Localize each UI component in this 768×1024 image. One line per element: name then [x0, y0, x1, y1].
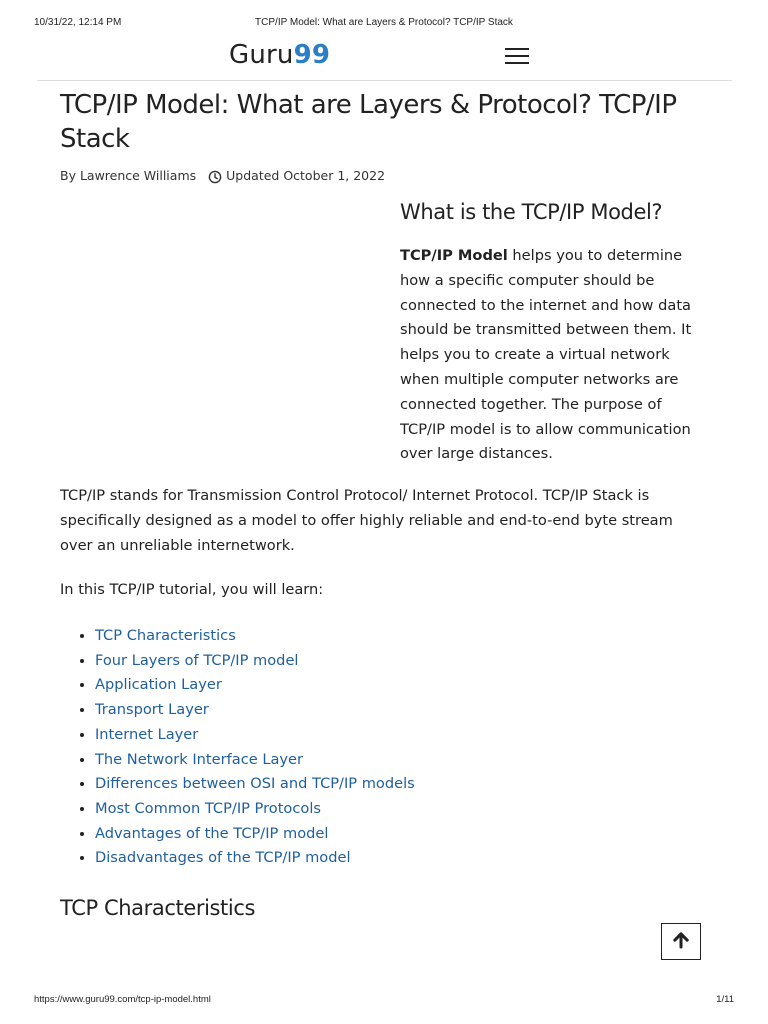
list-item: [95, 797, 415, 822]
table-of-contents: [60, 624, 415, 871]
clock-icon: [208, 170, 222, 184]
intro-text: helps you to determine how a specific computer should be connected to the internet and how data should be transmitted between them. It helps you to create a virtual network when multiple computer networks are connected together. The purpose of TCP/IP model is to allow communication over large distances.: [400, 247, 692, 463]
updated-date: Updated October 1, 2022: [226, 168, 386, 183]
print-url: https://www.guru99.com/tcp-ip-model.html: [34, 994, 211, 1005]
toc-link[interactable]: Most Common TCP/IP Protocols: [95, 799, 321, 817]
list-item: [95, 698, 415, 723]
print-doc-title: TCP/IP Model: What are Layers & Protocol? TCP/IP Stack: [255, 17, 513, 28]
toc-link[interactable]: Transport Layer: [95, 701, 209, 719]
toc-link[interactable]: Application Layer: [95, 676, 222, 694]
print-datetime: 10/31/22, 12:14 PM: [34, 17, 122, 28]
arrow-up-icon: [672, 931, 690, 953]
toc-link[interactable]: Advantages of the TCP/IP model: [95, 824, 329, 842]
list-item: [95, 846, 415, 871]
list-item: [95, 649, 415, 674]
site-header: [37, 40, 732, 81]
toc-link[interactable]: Disadvantages of the TCP/IP model: [95, 849, 351, 867]
section-heading: What is the TCP/IP Model?: [400, 200, 663, 224]
toc-link[interactable]: Internet Layer: [95, 725, 199, 743]
print-footer: [0, 994, 768, 1008]
toc-link[interactable]: The Network Interface Layer: [95, 750, 304, 768]
print-page-number: 1/11: [716, 994, 734, 1005]
list-item: [95, 673, 415, 698]
list-item: [95, 748, 415, 773]
list-item: [95, 624, 415, 649]
list-item: [95, 772, 415, 797]
list-item: [95, 822, 415, 847]
logo-text: Guru: [229, 40, 294, 70]
tcp-characteristics-heading: TCP Characteristics: [60, 896, 256, 920]
toc-link[interactable]: Four Layers of TCP/IP model: [95, 651, 299, 669]
toc-intro-paragraph: In this TCP/IP tutorial, you will learn:: [60, 581, 324, 598]
back-to-top-button[interactable]: [661, 923, 701, 960]
site-logo[interactable]: [229, 40, 330, 70]
byline: [60, 168, 385, 183]
definition-paragraph: TCP/IP stands for Transmission Control Protocol/ Internet Protocol. TCP/IP Stack is specifically designed as a model to offer highly reliable and end-to-end byte stream over an unreliable internetwork.: [60, 487, 673, 554]
intro-paragraph: [400, 244, 710, 467]
intro-bold-term: TCP/IP Model: [400, 247, 508, 264]
toc-link[interactable]: Differences between OSI and TCP/IP models: [95, 775, 415, 793]
list-item: [95, 723, 415, 748]
toc-link[interactable]: TCP Characteristics: [95, 627, 236, 644]
hamburger-menu-icon[interactable]: [505, 48, 529, 68]
print-header: [0, 17, 768, 31]
author-name: By Lawrence Williams: [60, 168, 197, 183]
page-title: TCP/IP Model: What are Layers & Protocol? TCP/IP Stack: [60, 90, 677, 154]
logo-number: 99: [293, 40, 331, 70]
